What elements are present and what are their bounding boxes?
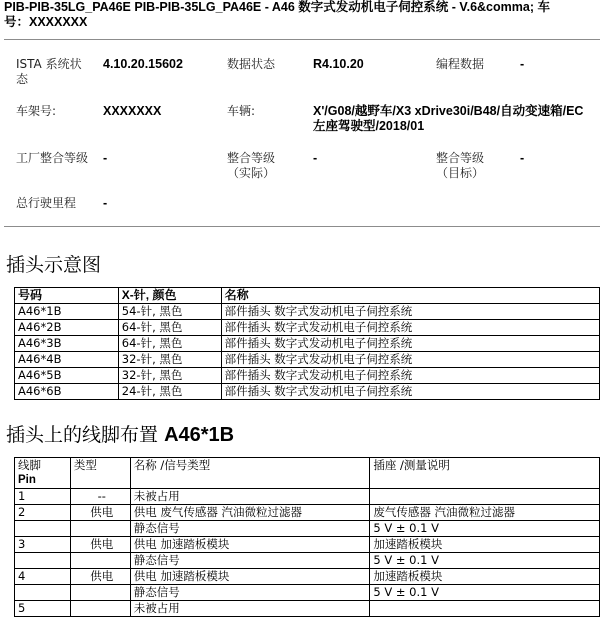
data-state-value: R4.10.20	[313, 57, 364, 71]
connector-name: 部件插头 数字式发动机电子伺控系统	[221, 304, 599, 320]
pin-type	[70, 521, 130, 537]
pin-signal-name: 静态信号	[130, 585, 370, 601]
ista-label: ISTA 系统状态	[16, 57, 82, 86]
pin-signal-name: 未被占用	[130, 601, 370, 617]
connector-table-header	[15, 288, 600, 304]
pin-signal-name: 供电 废气传感器 汽油微粒过滤器	[130, 505, 370, 521]
pin-socket	[370, 601, 600, 617]
connector-table	[14, 287, 600, 400]
pin-signal-name: 静态信号	[130, 521, 370, 537]
table-row	[15, 601, 600, 617]
table-row	[15, 304, 600, 320]
info-divider	[4, 226, 600, 227]
connector-code: A46*2B	[15, 320, 119, 336]
pin-number	[15, 585, 71, 601]
table-row	[15, 521, 600, 537]
pin-socket: 加速踏板模块	[370, 569, 600, 585]
target-level-value: -	[520, 151, 525, 165]
pin-type: 供电	[70, 569, 130, 585]
table-row	[15, 320, 600, 336]
pin-type	[70, 585, 130, 601]
table-row	[15, 585, 600, 601]
connector-name: 部件插头 数字式发动机电子伺控系统	[221, 384, 599, 400]
pin-number	[15, 521, 71, 537]
connector-code: A46*1B	[15, 304, 119, 320]
target-level-label: 整合等级（目标）	[436, 151, 485, 180]
pin-socket: 5 V ± 0.1 V	[370, 553, 600, 569]
data-state-label: 数据状态	[227, 57, 276, 71]
pin-signal-name: 供电 加速踏板模块	[130, 537, 370, 553]
pin-socket: 加速踏板模块	[370, 537, 600, 553]
table-row	[15, 368, 600, 384]
mileage-label: 总行驶里程	[16, 196, 77, 210]
factory-level-label: 工厂整合等级	[16, 151, 89, 165]
document-title-line2: 号：XXXXXXX	[4, 15, 88, 29]
pin-signal-name: 静态信号	[130, 553, 370, 569]
ista-value: 4.10.20.15602	[103, 57, 183, 71]
connector-pins: 24-针, 黑色	[118, 384, 221, 400]
connector-pins: 64-针, 黑色	[118, 336, 221, 352]
table-row	[15, 537, 600, 553]
pin-number	[15, 553, 71, 569]
connector-code: A46*4B	[15, 352, 119, 368]
connector-name: 部件插头 数字式发动机电子伺控系统	[221, 336, 599, 352]
vehicle-value	[313, 104, 583, 134]
pin-number: 2	[15, 505, 71, 521]
pin-type	[70, 601, 130, 617]
document-title-line1: PIB-PIB-35LG_PA46E PIB-PIB-35LG_PA46E - A46 数字式发动机电子伺控系统 - V.6&comma; 车	[4, 0, 550, 14]
connector-header-pins: X-针, 颜色	[118, 288, 221, 304]
pin-section-title-code: A46*1B	[164, 424, 235, 446]
pin-header-socket: 插座 /测量说明	[370, 458, 600, 489]
pin-header-pin-cn: 线脚	[18, 458, 41, 472]
pin-socket: 5 V ± 0.1 V	[370, 521, 600, 537]
table-row	[15, 489, 600, 505]
mileage-value: -	[103, 196, 108, 210]
prog-data-label: 编程数据	[436, 57, 485, 71]
table-row	[15, 384, 600, 400]
table-row	[15, 352, 600, 368]
pin-socket: 废气传感器 汽油微粒过滤器	[370, 505, 600, 521]
pin-number: 3	[15, 537, 71, 553]
pin-header-pin	[15, 458, 71, 489]
pin-header-name: 名称 /信号类型	[130, 458, 370, 489]
table-row	[15, 336, 600, 352]
pin-type: 供电	[70, 537, 130, 553]
pin-signal-name: 供电 加速踏板模块	[130, 569, 370, 585]
pin-table-header	[15, 458, 600, 489]
connector-name: 部件插头 数字式发动机电子伺控系统	[221, 368, 599, 384]
pin-type	[70, 553, 130, 569]
prog-data-value: -	[520, 57, 525, 71]
connector-code: A46*5B	[15, 368, 119, 384]
vehicle-label: 车辆:	[227, 104, 256, 118]
actual-level-label: 整合等级（实际）	[227, 151, 276, 180]
chassis-value: XXXXXXX	[103, 104, 162, 118]
vehicle-value-line2: 左座驾驶型/2018/01	[313, 119, 425, 133]
connector-header-code: 号码	[15, 288, 119, 304]
connector-code: A46*6B	[15, 384, 119, 400]
connector-code: A46*3B	[15, 336, 119, 352]
connector-pins: 32-针, 黑色	[118, 368, 221, 384]
table-row	[15, 553, 600, 569]
pin-signal-name: 未被占用	[130, 489, 370, 505]
connector-pins: 64-针, 黑色	[118, 320, 221, 336]
connector-name: 部件插头 数字式发动机电子伺控系统	[221, 320, 599, 336]
pin-socket: 5 V ± 0.1 V	[370, 585, 600, 601]
table-row	[15, 569, 600, 585]
pin-type: --	[70, 489, 130, 505]
connector-name: 部件插头 数字式发动机电子伺控系统	[221, 352, 599, 368]
pin-number: 1	[15, 489, 71, 505]
connector-header-name: 名称	[221, 288, 599, 304]
pin-section-title	[6, 420, 234, 447]
document-title	[4, 0, 600, 30]
chassis-label: 车架号:	[16, 104, 57, 118]
actual-level-value: -	[313, 151, 318, 165]
table-row	[15, 505, 600, 521]
connector-pins: 54-针, 黑色	[118, 304, 221, 320]
connector-section-title: 插头示意图	[6, 254, 102, 276]
vehicle-value-line1: X'/G08/越野车/X3 xDrive30i/B48/自动变速箱/EC	[313, 104, 584, 118]
factory-level-value: -	[103, 151, 108, 165]
pin-number: 4	[15, 569, 71, 585]
pin-section-title-prefix: 插头上的线脚布置	[6, 424, 159, 446]
pin-header-pin-en: Pin	[18, 474, 36, 486]
pin-header-type: 类型	[70, 458, 130, 489]
pin-table	[14, 457, 600, 617]
pin-type: 供电	[70, 505, 130, 521]
header-divider	[4, 39, 600, 40]
connector-pins: 32-针, 黑色	[118, 352, 221, 368]
pin-socket	[370, 489, 600, 505]
pin-number: 5	[15, 601, 71, 617]
